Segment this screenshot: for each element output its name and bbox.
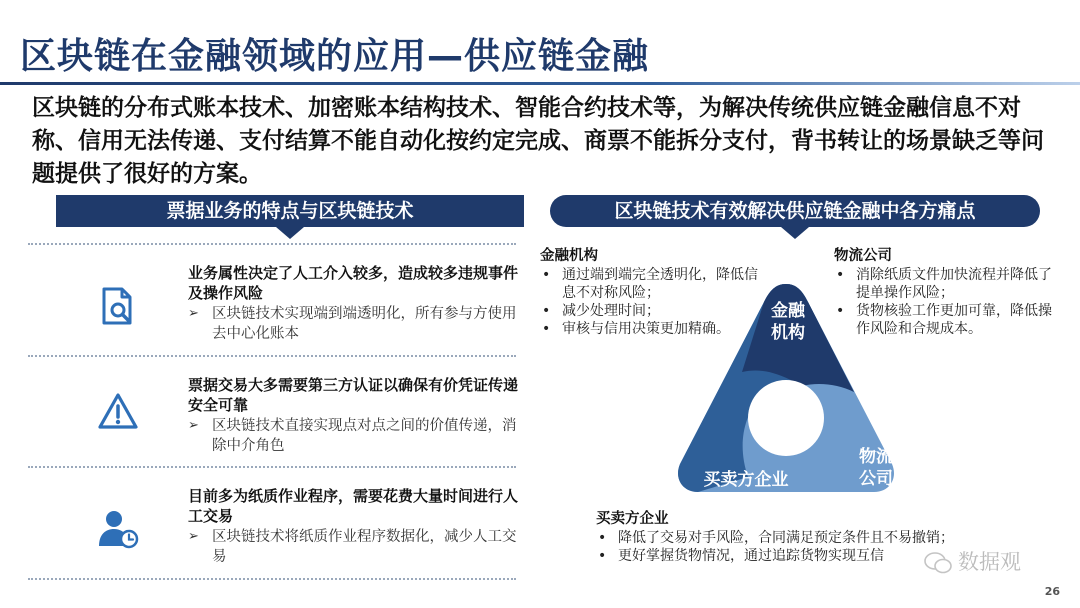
right-panel-heading-text: 区块链技术有效解决供应链金融中各方痛点 — [614, 200, 976, 222]
feature-item-2 — [28, 375, 528, 485]
page-number: 26 — [1044, 585, 1060, 598]
feature-1-heading: 业务属性决定了人工介入较多，造成较多违规事件及操作风险 — [188, 264, 519, 302]
arrow-bullet-icon: ➢ — [188, 418, 199, 433]
diagram-label-logistics — [848, 446, 904, 490]
feature-2-detail-text: 区块链技术直接实现点对点之间的价值传递，消除中介角色 — [212, 418, 517, 454]
divider — [28, 243, 516, 245]
watermark-text: 数据观 — [958, 550, 1021, 574]
right-panel-heading — [550, 195, 1040, 227]
feature-3-detail-text: 区块链技术将纸质作业程序数据化，减少人工交易 — [212, 529, 517, 565]
financial-institution-title: 金融机构 — [540, 248, 598, 264]
list-item: • 降低了交易对手风险，合同满足预定条件且不易撤销； — [596, 529, 1026, 547]
feature-3-detail — [188, 527, 528, 567]
feature-1-detail — [188, 304, 528, 344]
left-panel-heading — [56, 195, 524, 227]
arrow-bullet-icon: ➢ — [188, 529, 199, 544]
diagram-label-financial — [762, 300, 814, 344]
left-panel-heading-text: 票据业务的特点与区块链技术 — [166, 200, 414, 222]
feature-3-heading: 目前多为纸质作业程序，需要花费大量时间进行人工交易 — [188, 487, 519, 525]
feature-1-detail-text: 区块链技术实现端到端透明化，所有参与方使用去中心化账本 — [212, 306, 517, 342]
diagram-label-logistics-line2: 公司 — [859, 469, 893, 489]
divider — [28, 578, 516, 580]
heading-notch — [781, 227, 809, 239]
list-item: • 减少处理时间； — [540, 302, 770, 320]
wechat-watermark-icon — [924, 552, 952, 574]
divider — [28, 355, 516, 357]
list-item: • 审核与信用决策更加精确。 — [540, 320, 770, 338]
page-title: 区块链在金融领域的应用—供应链金融 — [20, 36, 650, 77]
list-item: • 消除纸质文件加快流程并降低了提单操作风险； — [834, 266, 1060, 302]
logistics-company-title: 物流公司 — [834, 248, 892, 264]
list-item: • 货物核验工作更加可靠，降低操作风险和合规成本。 — [834, 302, 1060, 338]
title-divider — [0, 82, 1080, 85]
feature-2-detail — [188, 416, 528, 456]
warning-icon — [96, 391, 140, 435]
document-search-icon — [96, 285, 140, 329]
diagram-label-financial-line1: 金融 — [771, 301, 805, 321]
heading-notch — [276, 227, 304, 239]
divider — [28, 466, 516, 468]
list-item: • 更好掌握货物情况，通过追踪货物实现互信 — [596, 547, 1026, 565]
diagram-label-traders: 买卖方企业 — [703, 470, 789, 490]
user-clock-icon — [96, 506, 140, 550]
traders-title: 买卖方企业 — [596, 511, 669, 527]
diagram-label-financial-line2: 机构 — [771, 323, 805, 343]
intro-paragraph: 区块链的分布式账本技术、加密账本结构技术、智能合约技术等，为解决传统供应链金融信息不对称、信用无法传递、支付结算不能自动化按约定完成、商票不能拆分支付，背书转让的场景缺乏等问题提供了很好的方案。 — [32, 95, 1044, 187]
arrow-bullet-icon: ➢ — [188, 306, 199, 321]
feature-2-heading: 票据交易大多需要第三方认证以确保有价凭证传递安全可靠 — [188, 376, 519, 414]
list-item: • 通过端到端完全透明化，降低信息不对称风险； — [540, 266, 770, 302]
diagram-label-logistics-line1: 物流 — [859, 447, 893, 467]
